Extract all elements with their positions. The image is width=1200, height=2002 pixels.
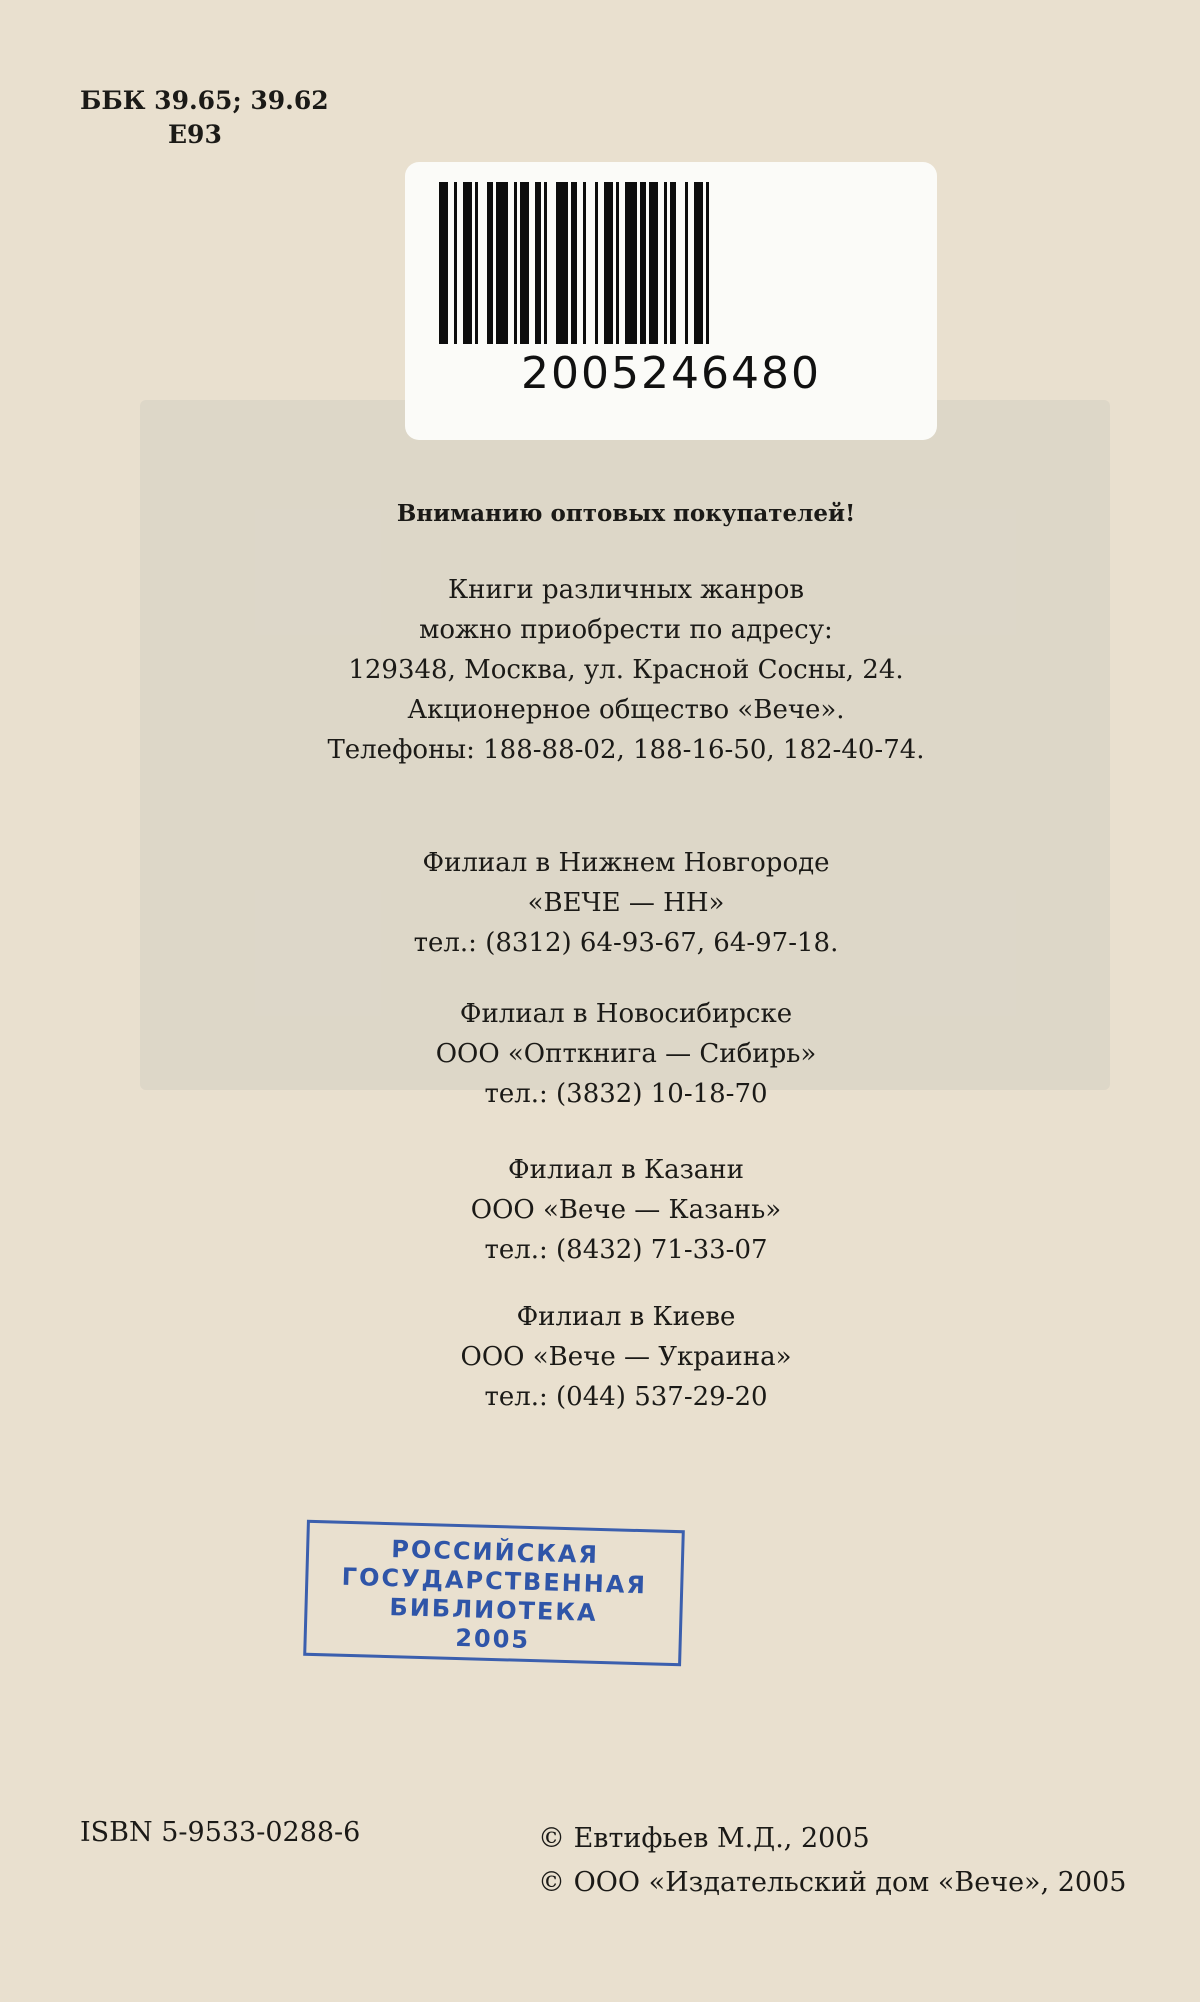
barcode-bar bbox=[694, 182, 703, 344]
barcode-bar bbox=[571, 182, 577, 344]
stamp-line: БИБЛИОТЕКА bbox=[389, 1593, 598, 1627]
barcode-bar bbox=[670, 182, 676, 344]
author-mark: Е93 bbox=[168, 119, 222, 149]
barcode-bar bbox=[604, 182, 613, 344]
barcode-bar bbox=[520, 182, 529, 344]
barcode-bar bbox=[616, 182, 619, 344]
branch-company: ООО «Вече — Казань» bbox=[470, 1195, 782, 1225]
barcode-bars bbox=[439, 182, 903, 344]
address-line: 129348, Москва, ул. Красной Сосны, 24. bbox=[348, 655, 904, 685]
branch-city: Филиал в Казани bbox=[508, 1155, 744, 1185]
barcode-bar bbox=[649, 182, 658, 344]
barcode-bar bbox=[583, 182, 586, 344]
branch-phone: тел.: (044) 537-29-20 bbox=[484, 1382, 768, 1412]
branch-company: «ВЕЧЕ — НН» bbox=[527, 888, 725, 918]
branch-company: ООО «Опткнига — Сибирь» bbox=[435, 1039, 817, 1069]
branch-novosibirsk bbox=[0, 994, 1200, 1114]
bbk-classification bbox=[80, 84, 329, 152]
branch-company: ООО «Вече — Украина» bbox=[460, 1342, 792, 1372]
address-line: можно приобрести по адресу: bbox=[419, 615, 833, 645]
address-block bbox=[0, 570, 1200, 770]
stamp-line: 2005 bbox=[454, 1623, 531, 1655]
library-stamp bbox=[303, 1520, 685, 1667]
barcode-bar bbox=[514, 182, 517, 344]
stamp-line: ГОСУДАРСТВЕННАЯ bbox=[341, 1562, 648, 1600]
barcode-bar bbox=[625, 182, 637, 344]
branch-city: Филиал в Нижнем Новгороде bbox=[422, 848, 830, 878]
barcode-bar bbox=[454, 182, 457, 344]
branch-phone: тел.: (3832) 10-18-70 bbox=[484, 1079, 768, 1109]
barcode-bar bbox=[706, 182, 709, 344]
barcode-bar bbox=[640, 182, 646, 344]
wholesale-notice: Вниманию оптовых покупателей! bbox=[396, 500, 856, 527]
barcode-bar bbox=[595, 182, 598, 344]
address-line: Книги различных жанров bbox=[448, 575, 804, 605]
barcode-bar bbox=[475, 182, 478, 344]
copyright-block bbox=[538, 1817, 1126, 1905]
barcode-bar bbox=[685, 182, 688, 344]
barcode-bar bbox=[535, 182, 541, 344]
copyright-line: © ООО «Издательский дом «Вече», 2005 bbox=[538, 1867, 1127, 1898]
branch-phone: тел.: (8312) 64-93-67, 64-97-18. bbox=[413, 928, 839, 958]
barcode-bar bbox=[544, 182, 547, 344]
branch-kazan bbox=[0, 1150, 1200, 1270]
barcode-sticker bbox=[405, 162, 937, 440]
branch-city: Филиал в Новосибирске bbox=[459, 999, 793, 1029]
barcode-bar bbox=[556, 182, 568, 344]
branch-kiev bbox=[0, 1297, 1200, 1417]
address-line: Телефоны: 188-88-02, 188-16-50, 182-40-74. bbox=[327, 735, 925, 765]
branch-phone: тел.: (8432) 71-33-07 bbox=[484, 1235, 768, 1265]
barcode-bar bbox=[496, 182, 508, 344]
isbn: ISBN 5-9533-0288-6 bbox=[80, 1817, 361, 1848]
bbk-codes: ББК 39.65; 39.62 bbox=[80, 86, 329, 115]
copyright-line: © Евтифьев М.Д., 2005 bbox=[538, 1823, 870, 1854]
branch-city: Филиал в Киеве bbox=[516, 1302, 736, 1332]
barcode-bar bbox=[463, 182, 472, 344]
barcode-number: 2005246480 bbox=[521, 348, 821, 399]
barcode-bar bbox=[439, 182, 448, 344]
address-line: Акционерное общество «Вече». bbox=[407, 695, 845, 725]
stamp-line: РОССИЙСКАЯ bbox=[390, 1535, 600, 1569]
barcode-bar bbox=[487, 182, 493, 344]
barcode-bar bbox=[664, 182, 667, 344]
branch-nizhny-novgorod bbox=[0, 843, 1200, 963]
